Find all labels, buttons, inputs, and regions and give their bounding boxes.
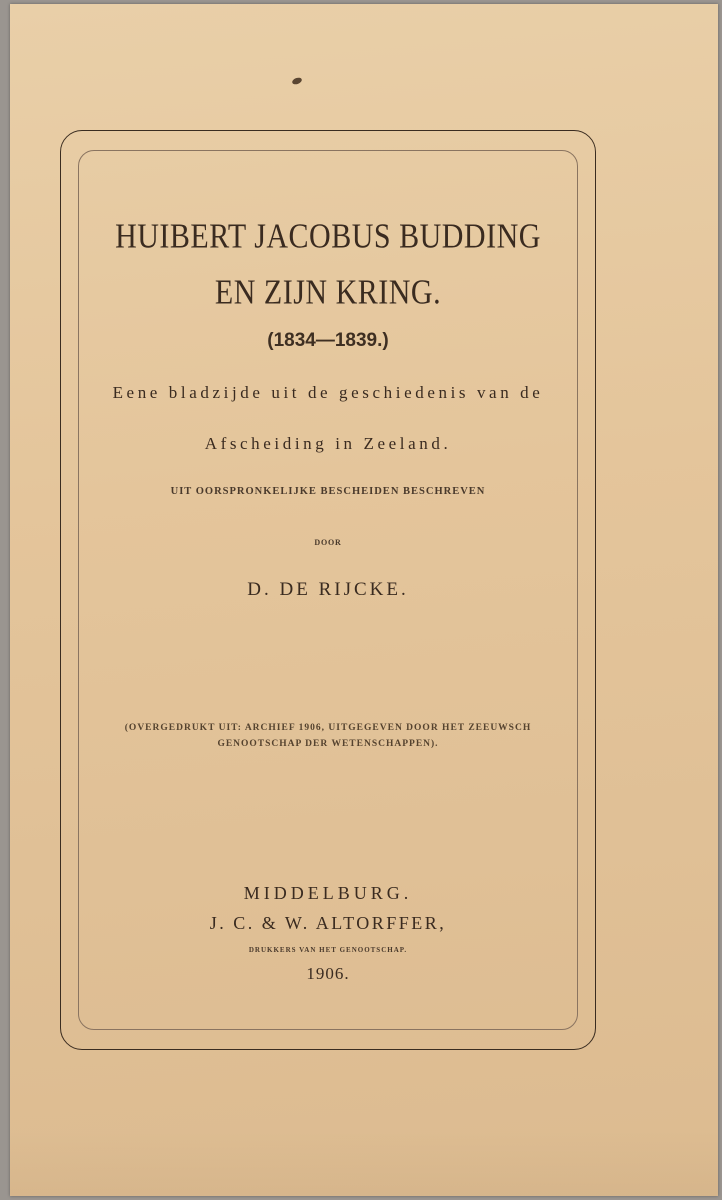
reprint-note-line-1: (OVERGEDRUKT UIT: ARCHIEF 1906, UITGEGEVEN DOOR HET ZEEUWSCH	[124, 723, 532, 733]
imprint-printer-note: DRUKKERS VAN HET GENOOTSCHAP.	[248, 946, 408, 954]
years-range: (1834—1839.)	[267, 330, 389, 351]
source-note: UIT OORSPRONKELIJKE BESCHEIDEN BESCHREVEN	[170, 486, 486, 497]
imprint-publisher: J. C. & W. ALTORFFER,	[209, 913, 447, 933]
imprint-year: 1906.	[306, 964, 350, 983]
author-name: D. DE RIJCKE.	[247, 579, 409, 600]
imprint-city: MIDDELBURG.	[243, 883, 413, 903]
reprint-note-line-2: GENOOTSCHAP DER WETENSCHAPPEN).	[217, 739, 439, 749]
subtitle-line-2: Afscheiding in Zeeland.	[204, 434, 452, 453]
cover-bottom-shading	[10, 1130, 718, 1196]
subtitle-line-1: Eene bladzijde uit de geschiedenis van de	[112, 383, 544, 402]
title-line-1: HUIBERT JACOBUS BUDDING	[115, 217, 541, 256]
title-line-2: EN ZIJN KRING.	[214, 273, 442, 312]
by-label: DOOR	[314, 538, 342, 547]
